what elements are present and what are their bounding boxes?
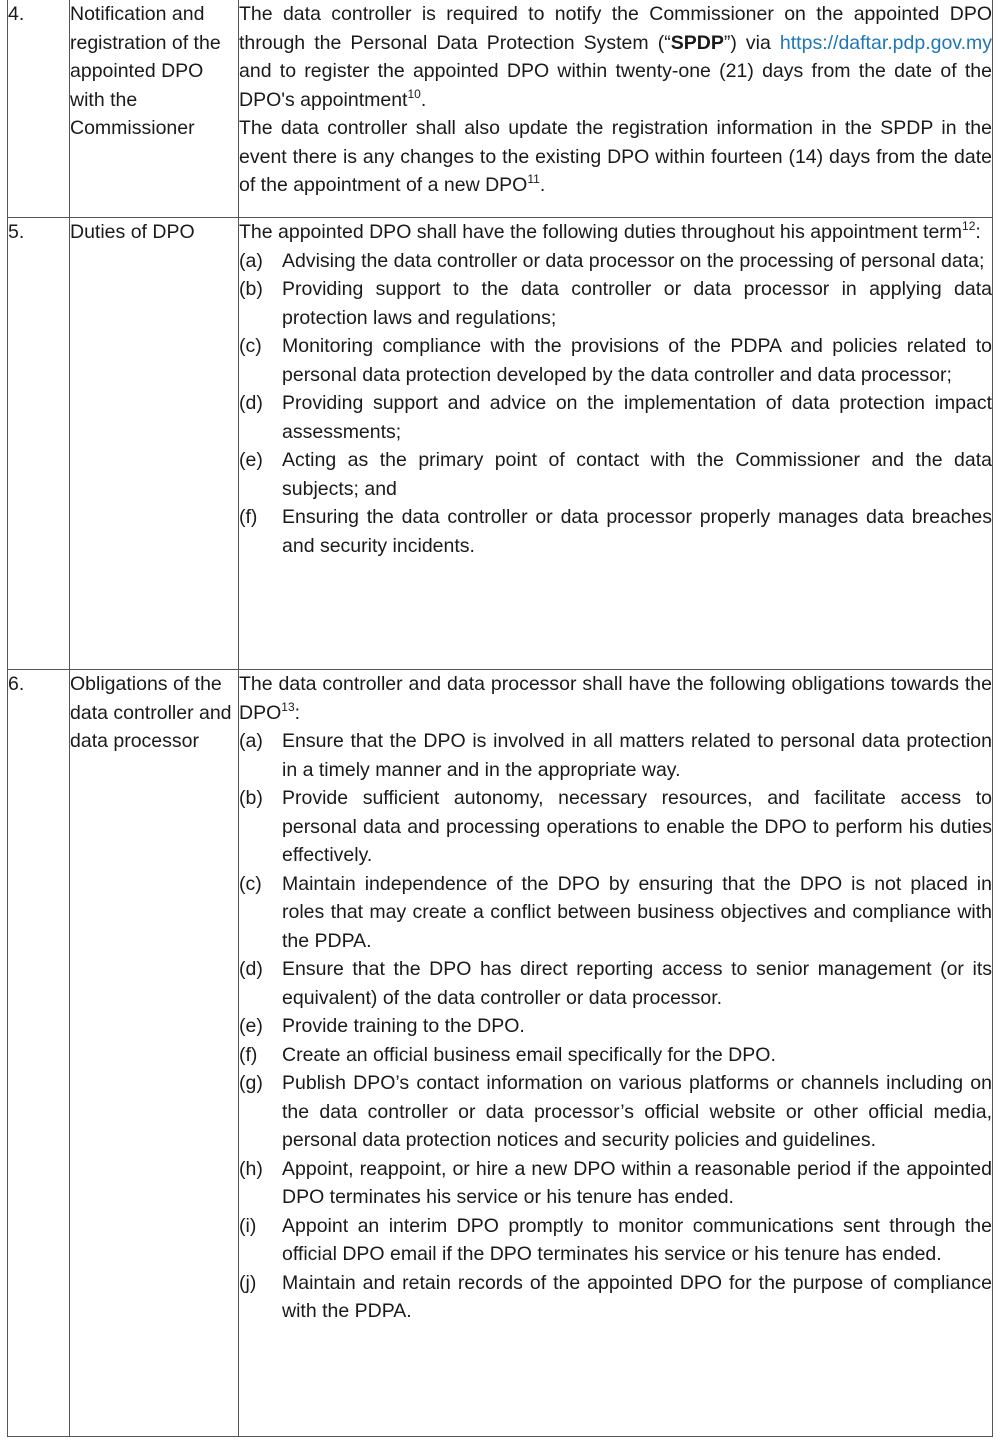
item-text: Ensure that the DPO is involved in all matters related to personal data protection in a timely manner and in the appropriate way. [282, 730, 992, 781]
paragraph [239, 0, 992, 114]
item-label: (b) [239, 278, 263, 300]
item-label: (d) [239, 958, 263, 980]
list-item [239, 727, 992, 784]
item-text: Advising the data controller or data processor on the processing of personal data; [282, 249, 985, 272]
text-span: . [539, 174, 546, 196]
list-item [239, 1212, 992, 1269]
list-item [239, 1069, 992, 1155]
list-item [239, 446, 992, 503]
item-label: (a) [239, 730, 263, 752]
row-number: 5. [8, 218, 70, 670]
item-label: (a) [239, 249, 263, 272]
row-title: Notification and registration of the appointed DPO with the Commissioner [70, 0, 239, 218]
text-span: The appointed DPO shall have the following duties throughout his appointment term [239, 221, 963, 243]
text-span: The data controller and data processor shall have the following obligations towards the DPO [239, 673, 992, 724]
item-text: Acting as the primary point of contact with the Commissioner and the data subjects; and [282, 449, 992, 500]
item-text: Create an official business email specifically for the DPO. [282, 1043, 776, 1066]
list-item [239, 503, 992, 560]
item-label: (e) [239, 449, 263, 471]
list-item [239, 955, 992, 1012]
item-label: (d) [239, 392, 263, 414]
item-text: Providing support and advice on the implementation of data protection impact assessments; [282, 392, 992, 443]
text-span: ”) via [723, 31, 780, 54]
list-item [239, 1041, 992, 1070]
footnote-ref: 13 [281, 699, 295, 714]
item-text: Providing support to the data controller or data processor in applying data protection laws and regulations; [282, 278, 992, 329]
item-text: Ensuring the data controller or data processor properly manages data breaches and security incidents. [282, 506, 992, 557]
row-number: 4. [8, 0, 70, 218]
list-item [239, 389, 992, 446]
item-text: Maintain and retain records of the appointed DPO for the purpose of compliance with the PDPA. [282, 1271, 992, 1322]
table-row [8, 218, 993, 670]
item-label: (b) [239, 787, 263, 809]
item-text: Monitoring compliance with the provisions of the PDPA and policies related to personal data protection developed by the data controller and data processor; [282, 335, 992, 386]
item-label: (c) [239, 872, 262, 895]
item-text: Maintain independence of the DPO by ensuring that the DPO is not placed in roles that may create a conflict between business objectives and compliance with the PDPA. [282, 872, 992, 952]
list-item [239, 332, 992, 389]
row-number: 6. [8, 670, 70, 1437]
list-item [239, 1269, 992, 1326]
item-label: (g) [239, 1072, 263, 1094]
text-span: and to register the appointed DPO within twenty-one (21) days from the date of the DPO's appointment [239, 60, 992, 111]
list-item [239, 247, 992, 276]
list-item [239, 275, 992, 332]
intro-paragraph [239, 218, 992, 247]
document-table [7, 0, 993, 1437]
item-label: (h) [239, 1157, 263, 1180]
text-span: : [975, 221, 981, 243]
row-body [239, 0, 993, 218]
item-text: Appoint an interim DPO promptly to monitor communications sent through the official DPO email if the DPO terminates his service or his tenure has ended. [282, 1214, 992, 1265]
item-label: (i) [239, 1214, 257, 1237]
item-text: Provide sufficient autonomy, necessary resources, and facilitate access to personal data and processing operations to enable the DPO to perform his duties effectively. [282, 787, 992, 866]
item-label: (f) [239, 506, 258, 528]
list-item [239, 870, 992, 956]
list-item [239, 1155, 992, 1212]
table-row [8, 670, 993, 1437]
item-label: (e) [239, 1015, 263, 1037]
paragraph [239, 114, 992, 200]
item-label: (j) [239, 1271, 257, 1294]
text-span: : [294, 701, 301, 724]
text-span: The data controller is required to notify the Commissioner on the appointed DPO through the Personal Data Protection System (“ [239, 3, 992, 54]
text-span: . [420, 88, 427, 111]
item-text: Provide training to the DPO. [282, 1015, 525, 1037]
row-body [239, 670, 993, 1437]
item-label: (c) [239, 335, 262, 357]
row-title: Duties of DPO [70, 218, 239, 670]
item-text: Appoint, reappoint, or hire a new DPO within a reasonable period if the appointed DPO terminates his service or his tenure has ended. [282, 1157, 992, 1208]
footnote-ref: 12 [962, 219, 976, 233]
bold-term: SPDP [670, 31, 724, 54]
row-title: Obligations of the data controller and data processor [70, 670, 239, 1437]
table-row [8, 0, 993, 218]
duties-list [239, 247, 992, 561]
item-text: Publish DPO’s contact information on various platforms or channels including on the data controller or data processor’s official website or other official media, personal data protection notices and security policies and guidelines. [282, 1072, 992, 1151]
item-label: (f) [239, 1043, 258, 1066]
text-span: The data controller shall also update the registration information in the SPDP in the event there is any changes to the existing DPO within fourteen (14) days from the date of the appointment of a new DPO [239, 117, 992, 196]
list-item [239, 1012, 992, 1041]
obligations-list [239, 727, 992, 1326]
registration-link[interactable]: https://daftar.pdp.gov.my [779, 31, 993, 54]
list-item [239, 784, 992, 870]
footnote-ref: 11 [527, 172, 540, 186]
intro-paragraph [239, 670, 992, 727]
footnote-ref: 10 [407, 86, 421, 101]
item-text: Ensure that the DPO has direct reporting access to senior management (or its equivalent) of the data controller or data processor. [282, 958, 992, 1009]
row-body [239, 218, 993, 670]
